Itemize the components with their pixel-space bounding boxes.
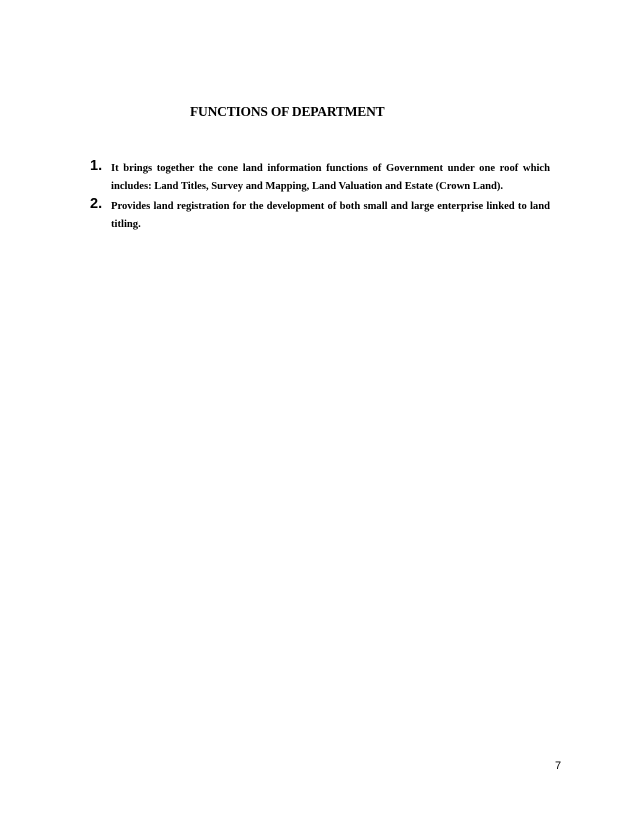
page-number: 7	[555, 760, 562, 772]
list-item	[90, 198, 550, 234]
list-item-text: It brings together the cone land information functions of Government under one roof which includes: Land Titles, Survey and Mapping, Land Valuation and Estate (Crown Land).	[111, 163, 550, 192]
list-item	[90, 160, 550, 196]
list-item-text: Provides land registration for the development of both small and large enterprise linked to land titling.	[111, 201, 550, 230]
page-title: FUNCTIONS OF DEPARTMENT	[190, 104, 385, 119]
list-item-number: 1.	[90, 158, 103, 174]
list-item-number: 2.	[90, 196, 103, 212]
functions-list	[90, 160, 550, 236]
